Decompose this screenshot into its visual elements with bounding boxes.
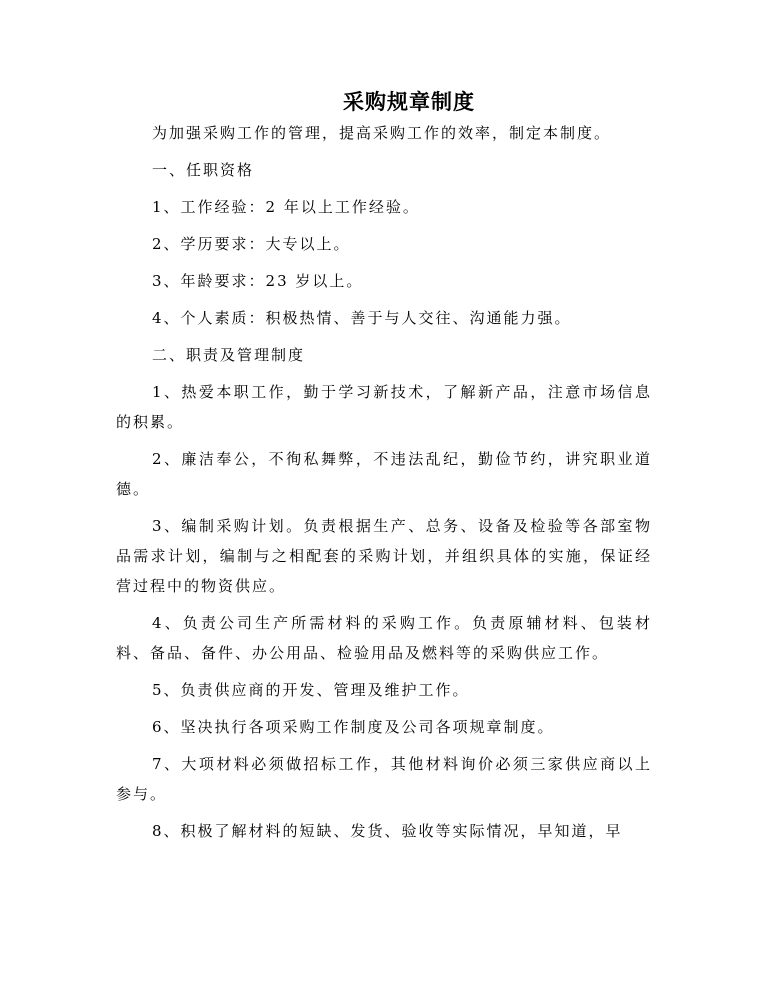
section-heading-qualifications: 一、任职资格 (152, 161, 255, 179)
document-body (116, 118, 652, 853)
paragraph-duty-8: 8、积极了解材料的短缺、发货、验收等实际情况，早知道，早 (152, 822, 623, 840)
section-heading-duties: 二、职责及管理制度 (152, 346, 306, 364)
paragraph-qualification-3: 3、年龄要求：23 岁以上。 (152, 272, 364, 290)
paragraph-duty-6: 6、坚决执行各项采购工作制度及公司各项规章制度。 (152, 718, 555, 736)
paragraph-duty-2: 2、廉洁奉公，不徇私舞弊，不违法乱纪，勤俭节约，讲究职业道德。 (116, 450, 652, 498)
paragraph-duty-1: 1、热爱本职工作，勤于学习新技术，了解新产品，注意市场信息的积累。 (116, 383, 652, 431)
paragraph-duty-5: 5、负责供应商的开发、管理及维护工作。 (152, 681, 470, 699)
paragraph-duty-4: 4、负责公司生产所需材料的采购工作。负责原辅材料、包装材料、备品、备件、办公用品、检验用品及燃料等的采购供应工作。 (116, 614, 652, 662)
paragraph-qualification-2: 2、学历要求：大专以上。 (152, 235, 351, 253)
paragraph-intro: 为加强采购工作的管理，提高采购工作的效率，制定本制度。 (152, 124, 612, 142)
document-title: 采购规章制度 (343, 90, 475, 114)
paragraph-qualification-4: 4、个人素质：积极热情、善于与人交往、沟通能力强。 (152, 309, 572, 327)
paragraph-duty-7: 7、大项材料必须做招标工作，其他材料询价必须三家供应商以上参与。 (116, 755, 652, 803)
paragraph-qualification-1: 1、工作经验：2 年以上工作经验。 (152, 198, 420, 216)
paragraph-duty-3: 3、编制采购计划。负责根据生产、总务、设备及检验等各部室物品需求计划，编制与之相配套的采购计划，并组织具体的实施，保证经营过程中的物资供应。 (116, 517, 652, 595)
